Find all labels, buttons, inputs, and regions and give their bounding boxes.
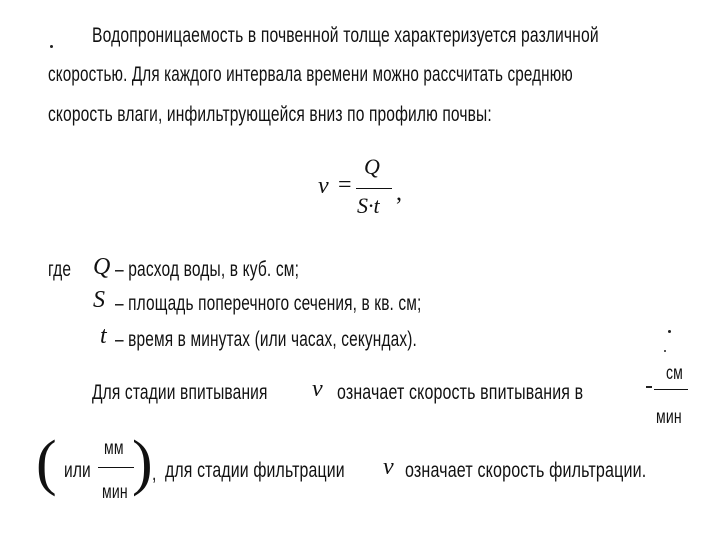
unit-cm: см — [666, 363, 683, 384]
paragraph-3-or: или — [64, 459, 91, 482]
paragraph-2-before: Для стадии впитывания — [92, 381, 268, 404]
definition-text-t: – время в минутах (или часах, секундах). — [115, 328, 417, 351]
formula-fraction-bar — [356, 188, 392, 189]
unit-dash — [646, 386, 652, 388]
unit-cm-per-min-bar — [654, 389, 688, 390]
paragraph-3-before: для стадии фильтрации — [165, 459, 345, 482]
margin-dot-right-2 — [664, 350, 666, 352]
left-parenthesis: ( — [36, 429, 57, 497]
paragraph-1-line-2: скоростью. Для каждого интервала времени можно рассчитать среднюю — [48, 63, 573, 86]
paragraph-3-comma: , — [152, 462, 157, 485]
right-parenthesis: ) — [132, 429, 153, 497]
paragraph-2-after: означает скорость впитывания в — [337, 381, 584, 404]
margin-dot-right — [668, 330, 671, 333]
where-word: где — [48, 258, 72, 281]
unit-mm: мм — [104, 438, 124, 459]
definition-symbol-s: S — [93, 287, 105, 313]
paragraph-2-symbol: v — [312, 376, 323, 402]
definition-text-q: – расход воды, в куб. см; — [115, 258, 300, 281]
definition-symbol-t: t — [100, 323, 107, 349]
formula-denominator: S·t — [357, 193, 380, 218]
paragraph-3-symbol: v — [383, 454, 394, 480]
formula-trailing-comma: , — [396, 180, 402, 206]
unit-mm-per-min-bar — [98, 467, 134, 468]
margin-dot — [50, 45, 53, 48]
definition-text-s: – площадь поперечного сечения, в кв. см; — [115, 292, 422, 315]
paragraph-1-line-3: скорость влаги, инфильтрующейся вниз по профилю почвы: — [48, 103, 492, 126]
formula-lhs: v — [318, 173, 329, 199]
formula-numerator: Q — [364, 154, 380, 179]
paragraph-3-after: означает скорость фильтрации. — [405, 459, 647, 482]
definition-symbol-q: Q — [93, 254, 111, 280]
formula-equals: = — [338, 172, 352, 198]
unit-min-1: мин — [656, 407, 682, 428]
unit-min-2: мин — [102, 482, 128, 503]
paragraph-1-line-1: Водопроницаемость в почвенной толще характеризуется различной — [92, 24, 599, 47]
